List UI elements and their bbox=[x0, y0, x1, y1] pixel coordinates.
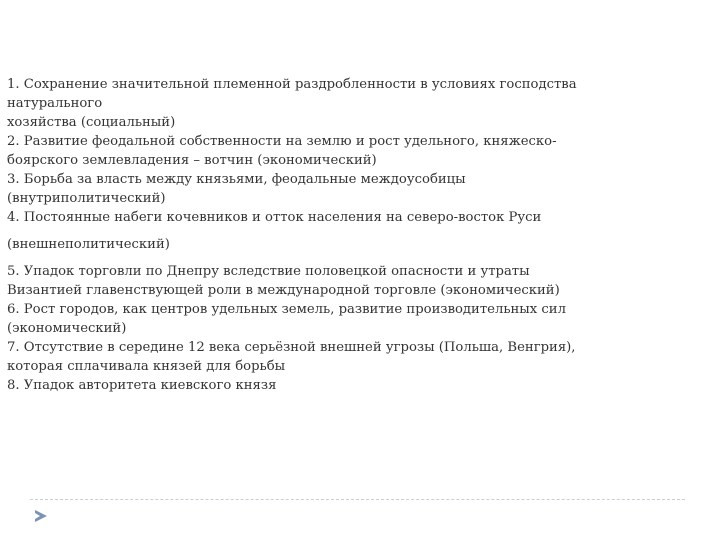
text-line: (экономический) bbox=[7, 321, 127, 336]
paragraph-gap bbox=[7, 227, 607, 235]
text-line: (внешнеполитический) bbox=[7, 237, 170, 252]
text-line: 2. Развитие феодальной собственности на землю и рост удельного, княжеско- bbox=[7, 134, 557, 149]
footer-divider bbox=[30, 499, 685, 500]
text-line: 5. Упадок торговли по Днепру вследствие половецкой опасности и утраты bbox=[7, 264, 530, 279]
text-line: 4. Постоянные набеги кочевников и отток населения на северо-восток Руси bbox=[7, 210, 542, 225]
text-line: хозяйства (социальный) bbox=[7, 115, 176, 130]
text-line: которая сплачивала князей для борьбы bbox=[7, 359, 286, 374]
text-line: 3. Борьба за власть между князьями, феодальные междоусобицы bbox=[7, 172, 466, 187]
slide-text-block bbox=[7, 75, 607, 395]
text-line: боярского землевладения – вотчин (экономический) bbox=[7, 153, 377, 168]
text-line: натурального bbox=[7, 96, 103, 111]
text-line: 7. Отсутствие в середине 12 века серьёзной внешней угрозы (Польша, Венгрия), bbox=[7, 340, 576, 355]
text-line: (внутриполитический) bbox=[7, 191, 166, 206]
paragraph-gap bbox=[7, 254, 607, 262]
text-line: 1. Сохранение значительной племенной раздробленности в условиях господства bbox=[7, 77, 577, 92]
text-line: 6. Рост городов, как центров удельных земель, развитие производительных сил bbox=[7, 302, 566, 317]
play-triangle-icon[interactable] bbox=[34, 509, 48, 523]
text-line: 8. Упадок авторитета киевского князя bbox=[7, 378, 277, 393]
text-line: Византией главенствующей роли в международной торговле (экономический) bbox=[7, 283, 560, 298]
